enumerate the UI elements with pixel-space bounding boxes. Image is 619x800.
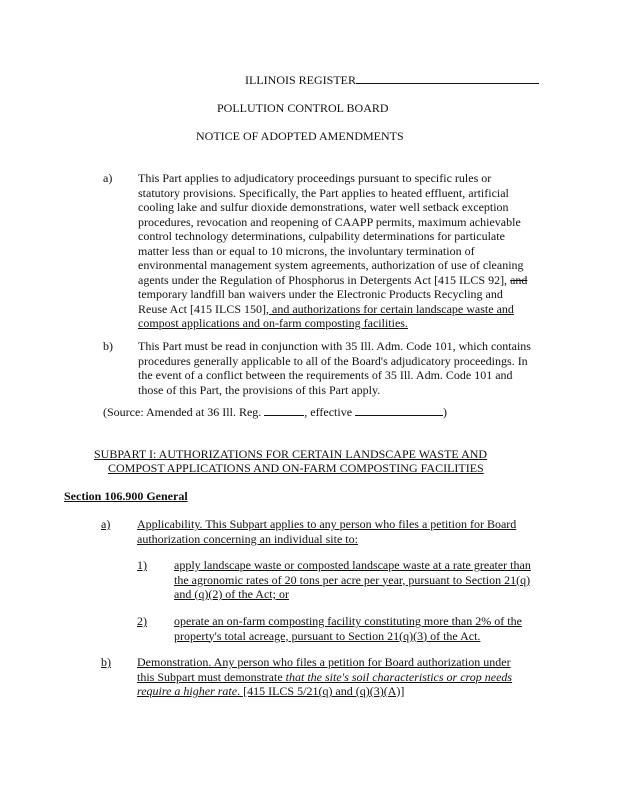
para-a-line: environmental management system agreements, authorization of use of cleaning xyxy=(138,258,524,272)
item-1-line: and (q)(2) of the Act; or xyxy=(174,587,289,601)
para-a xyxy=(138,171,538,331)
para-a-line: Reuse Act [415 ILCS 150] xyxy=(138,301,266,316)
register-header xyxy=(245,73,539,88)
source-effective-blank xyxy=(355,415,443,416)
para-b xyxy=(138,339,538,397)
register-rule xyxy=(356,83,539,84)
item-1 xyxy=(174,558,544,602)
para-a-line: This Part applies to adjudicatory proceedings pursuant to specific rules or xyxy=(138,171,492,185)
item-1-line: apply landscape waste or composted landscape waste at a rate greater than xyxy=(174,558,531,572)
statute-citation: . [415 ILCS 5/21(q) and (q)(3)(A)] xyxy=(237,684,405,698)
para-a-line: temporary landfill ban waivers under the Electronic Products Recycling and xyxy=(138,287,503,301)
demonstration-line: Demonstration. Any person who files a petition for Board authorization under xyxy=(137,655,511,669)
applicability-line: Applicability. This Subpart applies to any person who files a petition for Board xyxy=(137,517,517,531)
struck-text: and xyxy=(510,272,528,287)
register-title: ILLINOIS REGISTER xyxy=(245,73,356,87)
inserted-text: compost applications and on-farm composting facilities. xyxy=(138,316,408,330)
item-1-label: 1) xyxy=(137,558,147,572)
demonstration-para xyxy=(137,655,537,699)
inserted-text: , and authorizations for certain landscape waste and xyxy=(266,301,514,316)
board-name: POLLUTION CONTROL BOARD xyxy=(217,101,389,115)
para-b-label: b) xyxy=(103,339,113,353)
source-suffix: ) xyxy=(443,405,448,419)
subpart-heading-line2: COMPOST APPLICATIONS AND ON-FARM COMPOSTING FACILITIES xyxy=(108,461,484,475)
item-1-line: the agronomic rates of 20 tons per acre per year, pursuant to Section 21(q) xyxy=(174,572,531,587)
para-b-line: the event of a conflict between the requirements of 35 Ill. Adm. Code 101 and xyxy=(138,368,513,382)
para-b-line: procedures generally applicable to all of the Board's adjudicatory proceedings. In xyxy=(138,353,528,368)
source-reg-blank xyxy=(264,415,304,416)
item-2 xyxy=(174,614,544,643)
applicability-label: a) xyxy=(101,517,111,531)
subpart-heading-line1: SUBPART I: AUTHORIZATIONS FOR CERTAIN LANDSCAPE WASTE AND xyxy=(94,447,488,461)
item-2-line: property's total acreage, pursuant to Section 21(q)(3) of the Act. xyxy=(174,628,481,643)
para-b-line: This Part must be read in conjunction with 35 Ill. Adm. Code 101, which contains xyxy=(138,339,531,353)
para-a-line: procedures, revocation and reopening of CAAPP permits, maximum achievable xyxy=(138,214,521,229)
section-title: Section 106.900 General xyxy=(64,489,188,503)
para-a-label: a) xyxy=(103,171,113,185)
source-note xyxy=(103,405,447,420)
para-b-line: those of this Part, the provisions of this Part apply. xyxy=(138,382,381,397)
para-a-line: statutory provisions. Specifically, the Part applies to heated effluent, artificial xyxy=(138,185,509,200)
applicability-line: authorization concerning an individual site to: xyxy=(137,531,358,546)
para-a-line: agents under the Regulation of Phosphorus in Detergents Act [415 ILCS 92], xyxy=(138,272,508,287)
source-prefix: (Source: Amended at 36 Ill. Reg. xyxy=(103,405,262,419)
demonstration-line: this Subpart must demonstrate xyxy=(137,669,286,684)
applicability-para xyxy=(137,517,537,546)
para-a-line-8 xyxy=(138,273,538,288)
statute-quote: that the site's soil characteristics or crop needs xyxy=(285,669,513,684)
notice-title: NOTICE OF ADOPTED AMENDMENTS xyxy=(196,129,404,143)
para-a-line: control technology determinations, culpability determinations for particulate xyxy=(138,229,505,243)
item-2-label: 2) xyxy=(137,614,147,628)
para-a-line: matter less than or equal to 10 microns, the involuntary termination of xyxy=(138,243,475,258)
statute-quote: require a higher rate xyxy=(137,684,238,698)
source-mid: , effective xyxy=(304,405,353,419)
para-a-line: cooling lake and sulfur dioxide demonstrations, water well setback exception xyxy=(138,200,509,214)
item-2-line: operate an on-farm composting facility constituting more than 2% of the xyxy=(174,614,522,628)
demonstration-label: b) xyxy=(101,655,111,669)
para-a-line-10 xyxy=(138,302,538,317)
